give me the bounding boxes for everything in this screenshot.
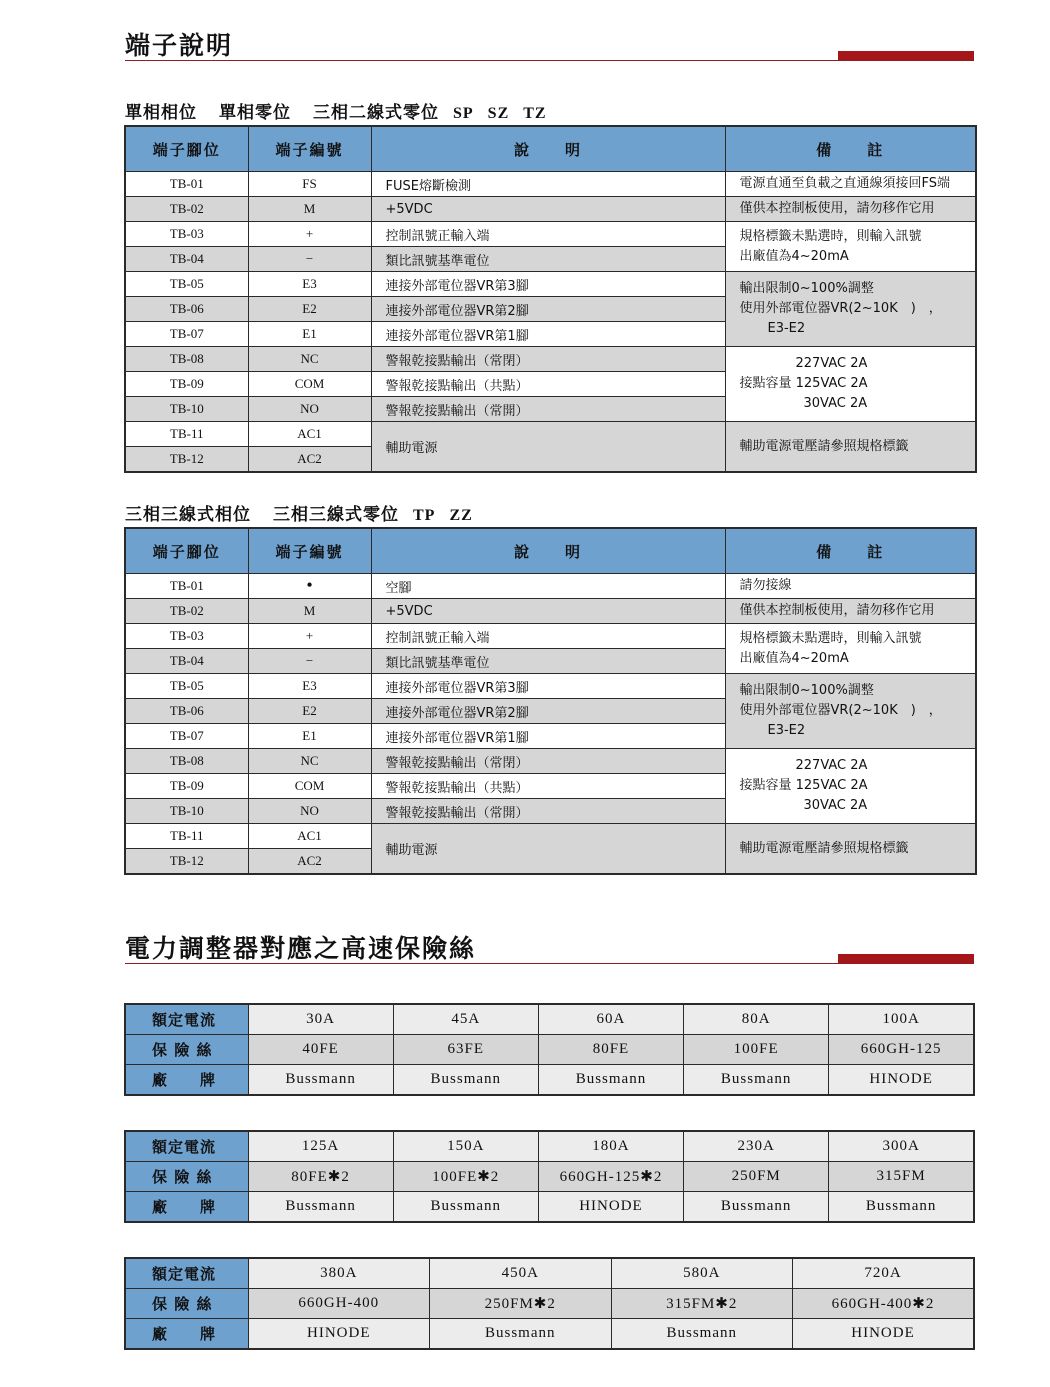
id-cell: E3 xyxy=(248,674,371,699)
fuse-cell: 80FE✱2 xyxy=(248,1162,393,1192)
fuse-cell: 100FE xyxy=(684,1035,829,1065)
desc-cell: 控制訊號正輸入端 xyxy=(371,624,725,649)
current-cell: 580A xyxy=(611,1258,793,1289)
desc-cell: +5VDC xyxy=(371,197,725,222)
note-line: 使用外部電位器VR(2~10K ) ， xyxy=(739,703,942,718)
pin-cell: TB-10 xyxy=(125,397,248,422)
pin-cell: TB-10 xyxy=(125,799,248,824)
pin-cell: TB-06 xyxy=(125,699,248,724)
note-line: 接點容量 125VAC 2A xyxy=(739,376,868,391)
current-row xyxy=(125,1004,974,1035)
current-cell: 100A xyxy=(829,1004,974,1035)
note-line: 出廠值為4~20mA xyxy=(739,650,849,666)
pin-cell: TB-11 xyxy=(125,422,248,447)
note-line: 使用外部電位器VR(2~10K ) ， xyxy=(739,301,942,316)
desc-cell: 連接外部電位器VR第2腳 xyxy=(371,699,725,724)
id-cell: • xyxy=(248,574,371,599)
header-id: 端子編號 xyxy=(248,126,371,172)
fuse-label: 保 險 絲 xyxy=(125,1035,248,1065)
desc-cell: +5VDC xyxy=(371,599,725,624)
note-line: 規格標籤未點選時，則輸入訊號 xyxy=(739,228,922,244)
pin-cell: TB-09 xyxy=(125,774,248,799)
note-cell: 僅供本控制板使用，請勿移作它用 xyxy=(725,197,976,222)
fuse-table-2 xyxy=(124,1130,975,1223)
current-cell: 380A xyxy=(248,1258,430,1289)
note-line: 30VAC 2A xyxy=(803,396,868,411)
note-cell: 電源直通至負載之直通線須接回FS端 xyxy=(725,172,976,197)
id-cell: − xyxy=(248,247,371,272)
brand-cell: Bussmann xyxy=(248,1192,393,1223)
note-line: 規格標籤未點選時，則輸入訊號 xyxy=(739,630,922,646)
id-cell: FS xyxy=(248,172,371,197)
id-cell: E2 xyxy=(248,297,371,322)
table-row xyxy=(125,749,976,774)
fuse-cell: 250FM✱2 xyxy=(430,1289,612,1319)
desc-cell: 連接外部電位器VR第1腳 xyxy=(371,322,725,347)
header-note: 備 註 xyxy=(725,126,976,172)
table-row xyxy=(125,172,976,197)
desc-cell: 警報乾接點輸出（常開） xyxy=(371,397,725,422)
table-row xyxy=(125,222,976,247)
desc-cell: 類比訊號基準電位 xyxy=(371,649,725,674)
current-row xyxy=(125,1131,974,1162)
table-row xyxy=(125,272,976,297)
model-code: SZ xyxy=(487,105,510,122)
brand-row xyxy=(125,1319,974,1350)
desc-cell: 控制訊號正輸入端 xyxy=(371,222,725,247)
fuse-cell: 315FM xyxy=(829,1162,974,1192)
id-cell: NC xyxy=(248,347,371,372)
brand-cell: HINODE xyxy=(248,1319,430,1350)
id-cell: + xyxy=(248,624,371,649)
note-cell xyxy=(725,272,976,347)
fuse-cell: 250FM xyxy=(684,1162,829,1192)
subtitle-part: 單相相位 xyxy=(125,103,197,123)
id-cell: NO xyxy=(248,397,371,422)
fuse-cell: 660GH-125 xyxy=(829,1035,974,1065)
pin-cell: TB-09 xyxy=(125,372,248,397)
current-cell: 80A xyxy=(684,1004,829,1035)
header-desc: 說 明 xyxy=(371,528,725,574)
fuse-label: 保 險 絲 xyxy=(125,1162,248,1192)
fuse-cell: 100FE✱2 xyxy=(393,1162,538,1192)
desc-cell: 警報乾接點輸出（共點） xyxy=(371,372,725,397)
note-cell xyxy=(725,674,976,749)
table-row xyxy=(125,574,976,599)
note-line: 出廠值為4~20mA xyxy=(739,248,849,264)
id-cell: + xyxy=(248,222,371,247)
header-pin: 端子腳位 xyxy=(125,126,248,172)
pin-cell: TB-11 xyxy=(125,824,248,849)
brand-row xyxy=(125,1192,974,1223)
pin-cell: TB-01 xyxy=(125,172,248,197)
header-id: 端子編號 xyxy=(248,528,371,574)
desc-cell: FUSE熔斷檢測 xyxy=(371,172,725,197)
fuse-table-1 xyxy=(124,1003,975,1096)
id-cell: E1 xyxy=(248,724,371,749)
current-cell: 60A xyxy=(538,1004,683,1035)
current-cell: 45A xyxy=(393,1004,538,1035)
pin-cell: TB-12 xyxy=(125,849,248,875)
brand-cell: Bussmann xyxy=(829,1192,974,1223)
current-label: 額定電流 xyxy=(125,1258,248,1289)
note-line: 輸出限制0~100%調整 xyxy=(739,281,874,296)
desc-cell: 警報乾接點輸出（常閉） xyxy=(371,347,725,372)
id-cell: AC1 xyxy=(248,422,371,447)
pin-cell: TB-08 xyxy=(125,749,248,774)
fuse-label: 保 險 絲 xyxy=(125,1289,248,1319)
fuse-cell: 40FE xyxy=(248,1035,393,1065)
note-cell xyxy=(725,624,976,674)
brand-cell: Bussmann xyxy=(611,1319,793,1350)
fuse-row xyxy=(125,1162,974,1192)
table-row xyxy=(125,422,976,447)
fuse-table-3 xyxy=(124,1257,975,1350)
pin-cell: TB-03 xyxy=(125,222,248,247)
heading-rule xyxy=(125,963,974,964)
pin-cell: TB-02 xyxy=(125,599,248,624)
note-line: E3-E2 xyxy=(767,723,806,738)
brand-cell: Bussmann xyxy=(684,1065,829,1096)
heading-accent-bar xyxy=(838,954,974,963)
heading-rule xyxy=(125,60,974,61)
current-row xyxy=(125,1258,974,1289)
brand-cell: HINODE xyxy=(538,1192,683,1223)
brand-row xyxy=(125,1065,974,1096)
current-cell: 300A xyxy=(829,1131,974,1162)
note-cell: 請勿接線 xyxy=(725,574,976,599)
id-cell: E3 xyxy=(248,272,371,297)
note-line: 227VAC 2A xyxy=(795,758,868,773)
brand-label: 廠 牌 xyxy=(125,1192,248,1223)
pin-cell: TB-08 xyxy=(125,347,248,372)
heading-accent-bar xyxy=(838,51,974,60)
table1-subtitle xyxy=(125,98,561,123)
id-cell: AC1 xyxy=(248,824,371,849)
pin-cell: TB-03 xyxy=(125,624,248,649)
terminal-table-2 xyxy=(124,527,977,875)
note-line: 輸出限制0~100%調整 xyxy=(739,683,874,698)
brand-label: 廠 牌 xyxy=(125,1319,248,1350)
id-cell: NC xyxy=(248,749,371,774)
desc-cell: 連接外部電位器VR第3腳 xyxy=(371,272,725,297)
section-title-terminals: 端子說明 xyxy=(125,31,234,60)
desc-cell: 空腳 xyxy=(371,574,725,599)
id-cell: NO xyxy=(248,799,371,824)
note-line: 30VAC 2A xyxy=(803,798,868,813)
header-desc: 說 明 xyxy=(371,126,725,172)
current-cell: 180A xyxy=(538,1131,683,1162)
current-cell: 125A xyxy=(248,1131,393,1162)
desc-cell: 警報乾接點輸出（共點） xyxy=(371,774,725,799)
pin-cell: TB-05 xyxy=(125,272,248,297)
id-cell: M xyxy=(248,599,371,624)
pin-cell: TB-04 xyxy=(125,649,248,674)
fuse-cell: 660GH-400✱2 xyxy=(793,1289,975,1319)
current-cell: 720A xyxy=(793,1258,975,1289)
note-line: 227VAC 2A xyxy=(795,356,868,371)
table-row xyxy=(125,624,976,649)
pin-cell: TB-06 xyxy=(125,297,248,322)
id-cell: M xyxy=(248,197,371,222)
brand-cell: Bussmann xyxy=(684,1192,829,1223)
id-cell: COM xyxy=(248,774,371,799)
desc-cell: 連接外部電位器VR第1腳 xyxy=(371,724,725,749)
brand-cell: HINODE xyxy=(793,1319,975,1350)
fuse-cell: 80FE xyxy=(538,1035,683,1065)
note-line: 接點容量 125VAC 2A xyxy=(739,778,868,793)
current-cell: 150A xyxy=(393,1131,538,1162)
pin-cell: TB-04 xyxy=(125,247,248,272)
model-code: ZZ xyxy=(449,507,473,524)
brand-label: 廠 牌 xyxy=(125,1065,248,1096)
brand-cell: HINODE xyxy=(829,1065,974,1096)
header-note: 備 註 xyxy=(725,528,976,574)
current-label: 額定電流 xyxy=(125,1004,248,1035)
current-label: 額定電流 xyxy=(125,1131,248,1162)
fuse-cell: 63FE xyxy=(393,1035,538,1065)
note-cell: 輔助電源電壓請參照規格標籤 xyxy=(725,824,976,875)
note-line: E3-E2 xyxy=(767,321,806,336)
desc-cell: 輔助電源 xyxy=(371,824,725,875)
model-code: TZ xyxy=(523,105,547,122)
current-cell: 450A xyxy=(430,1258,612,1289)
fuse-cell: 660GH-125✱2 xyxy=(538,1162,683,1192)
table2-subtitle xyxy=(125,500,487,525)
id-cell: COM xyxy=(248,372,371,397)
note-cell xyxy=(725,749,976,824)
fuse-cell: 315FM✱2 xyxy=(611,1289,793,1319)
note-cell xyxy=(725,222,976,272)
id-cell: AC2 xyxy=(248,447,371,473)
id-cell: − xyxy=(248,649,371,674)
pin-cell: TB-07 xyxy=(125,322,248,347)
model-code: TP xyxy=(413,507,436,524)
brand-cell: Bussmann xyxy=(393,1192,538,1223)
fuse-cell: 660GH-400 xyxy=(248,1289,430,1319)
table-row xyxy=(125,197,976,222)
current-cell: 230A xyxy=(684,1131,829,1162)
terminal-table-1 xyxy=(124,125,977,473)
brand-cell: Bussmann xyxy=(248,1065,393,1096)
note-cell: 僅供本控制板使用，請勿移作它用 xyxy=(725,599,976,624)
header-pin: 端子腳位 xyxy=(125,528,248,574)
subtitle-part: 單相零位 xyxy=(219,103,291,123)
id-cell: E1 xyxy=(248,322,371,347)
brand-cell: Bussmann xyxy=(393,1065,538,1096)
section-title-fuses: 電力調整器對應之高速保險絲 xyxy=(125,934,477,963)
pin-cell: TB-12 xyxy=(125,447,248,473)
pin-cell: TB-05 xyxy=(125,674,248,699)
fuse-row xyxy=(125,1035,974,1065)
table-row xyxy=(125,674,976,699)
pin-cell: TB-02 xyxy=(125,197,248,222)
brand-cell: Bussmann xyxy=(538,1065,683,1096)
desc-cell: 警報乾接點輸出（常開） xyxy=(371,799,725,824)
brand-cell: Bussmann xyxy=(430,1319,612,1350)
note-cell: 輔助電源電壓請參照規格標籤 xyxy=(725,422,976,473)
id-cell: AC2 xyxy=(248,849,371,875)
model-code: SP xyxy=(453,105,474,122)
pin-cell: TB-07 xyxy=(125,724,248,749)
pin-cell: TB-01 xyxy=(125,574,248,599)
id-cell: E2 xyxy=(248,699,371,724)
desc-cell: 輔助電源 xyxy=(371,422,725,473)
desc-cell: 警報乾接點輸出（常閉） xyxy=(371,749,725,774)
note-cell xyxy=(725,347,976,422)
table-row xyxy=(125,347,976,372)
fuse-row xyxy=(125,1289,974,1319)
subtitle-part: 三相三線式相位 xyxy=(125,505,251,525)
desc-cell: 連接外部電位器VR第2腳 xyxy=(371,297,725,322)
table-row xyxy=(125,599,976,624)
desc-cell: 類比訊號基準電位 xyxy=(371,247,725,272)
desc-cell: 連接外部電位器VR第3腳 xyxy=(371,674,725,699)
subtitle-part: 三相二線式零位 xyxy=(313,103,439,123)
current-cell: 30A xyxy=(248,1004,393,1035)
table-row xyxy=(125,824,976,849)
subtitle-part: 三相三線式零位 xyxy=(273,505,399,525)
